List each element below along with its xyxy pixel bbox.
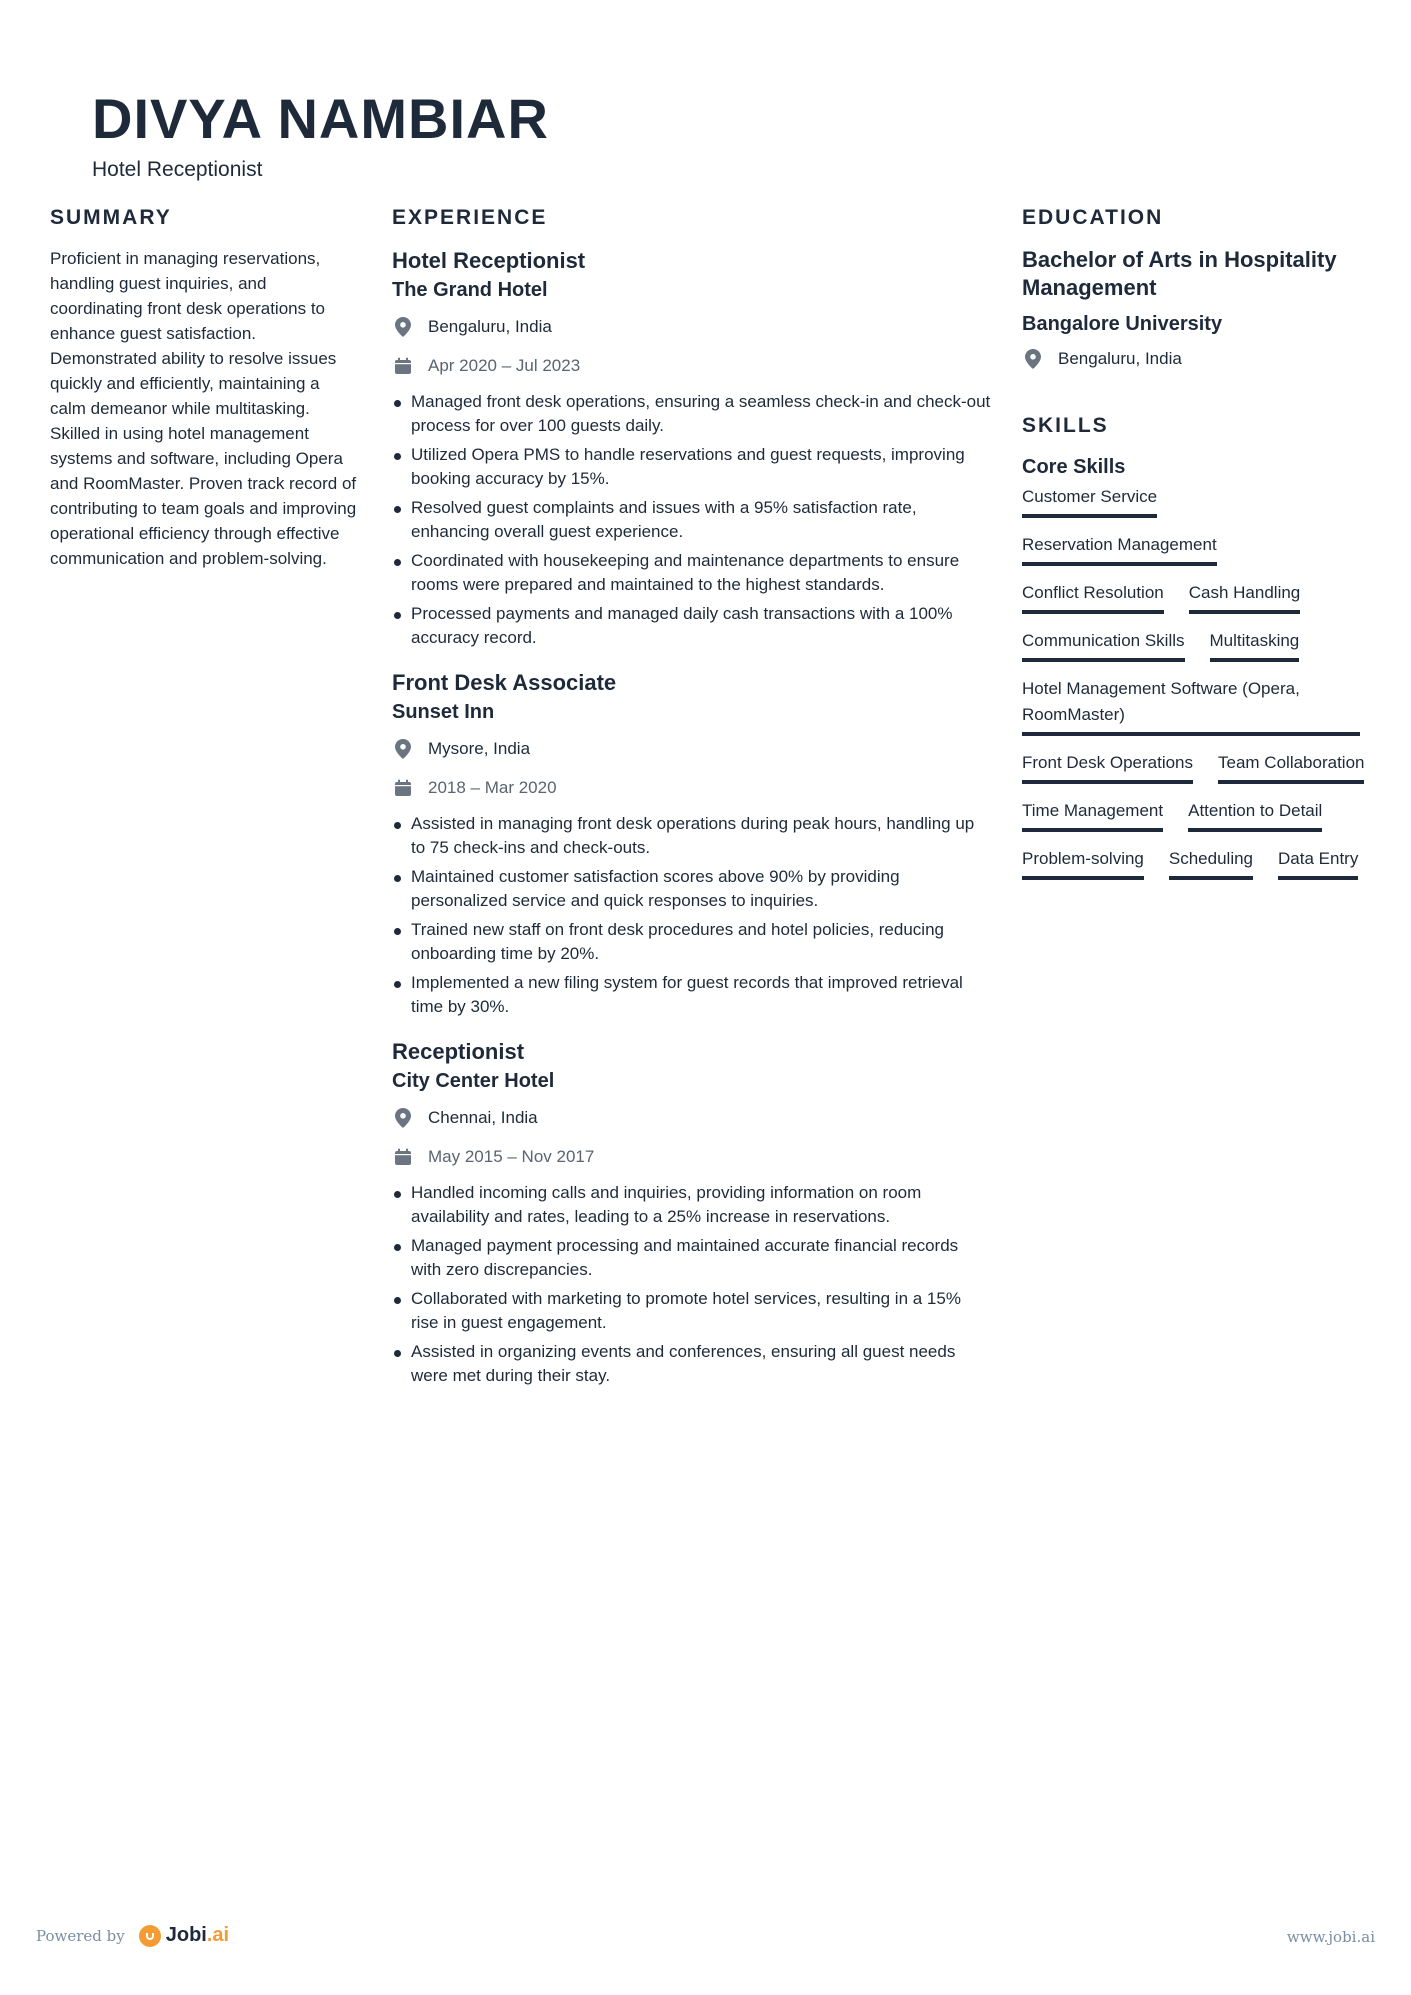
calendar-icon [392,777,414,799]
map-pin-icon [392,738,414,760]
job-location-row [392,1103,992,1133]
job-company: Sunset Inn [392,701,495,723]
skill-tag: Cash Handling [1189,580,1301,614]
job-list [392,246,992,1388]
skill-tag: Data Entry [1278,846,1358,880]
job-bullet: Handled incoming calls and inquiries, providing information on room availability and rates, leading to a 25% increase in reservations. [392,1181,992,1229]
map-pin-icon [392,1107,414,1129]
skill-tag: Team Collaboration [1218,750,1364,784]
calendar-icon [392,1146,414,1168]
candidate-headline: Hotel Receptionist [92,158,263,181]
job-location: Mysore, India [428,739,531,758]
powered-by-label: Powered by [36,1926,125,1945]
skill-tag: Hotel Management Software (Opera, RoomMaster) [1022,676,1360,736]
education-degree: Bachelor of Arts in Hospitality Management [1022,247,1337,300]
job-dates-row [392,1142,992,1172]
calendar-icon [392,355,414,377]
education-heading: EDUCATION [1022,206,1164,229]
job-dates: 2018 – Mar 2020 [428,778,557,797]
job-company: The Grand Hotel [392,279,548,301]
job-title: Hotel Receptionist [392,248,586,273]
job-bullet: Processed payments and managed daily cash transactions with a 100% accuracy record. [392,602,992,650]
job-entry [392,1037,992,1388]
job-bullet: Utilized Opera PMS to handle reservations and guest requests, improving booking accuracy by 15%. [392,443,992,491]
skill-tag: Multitasking [1210,628,1300,662]
map-pin-icon [1022,348,1044,370]
job-dates-row [392,773,992,803]
skill-tag: Customer Service [1022,484,1157,518]
skill-tag: Attention to Detail [1188,798,1322,832]
map-pin-icon [392,316,414,338]
summary-section [50,204,360,571]
sidebar-section [1022,204,1367,880]
experience-heading: EXPERIENCE [392,206,548,229]
skill-tag: Conflict Resolution [1022,580,1164,614]
job-dates-row [392,351,992,381]
education-school: Bangalore University [1022,313,1223,335]
skill-tag: Problem-solving [1022,846,1144,880]
skill-tag: Front Desk Operations [1022,750,1193,784]
job-title: Front Desk Associate [392,670,617,695]
job-bullet: Managed payment processing and maintained accurate financial records with zero discrepancies. [392,1234,992,1282]
job-bullet: Resolved guest complaints and issues with a 95% satisfaction rate, enhancing overall guest experience. [392,496,992,544]
jobi-brand-suffix: .ai [206,1924,230,1946]
job-bullet: Maintained customer satisfaction scores above 90% by providing personalized service and quick responses to inquiries. [392,865,992,913]
job-bullet: Coordinated with housekeeping and maintenance departments to ensure rooms were prepared and maintained to the highest standards. [392,549,992,597]
job-location: Chennai, India [428,1108,538,1127]
footer-branding [36,1924,229,1947]
job-dates: Apr 2020 – Jul 2023 [428,356,581,375]
education-location: Bengaluru, India [1058,349,1182,368]
candidate-name: DIVYA NAMBIAR [92,87,549,150]
job-location: Bengaluru, India [428,317,552,336]
job-bullet: Managed front desk operations, ensuring a seamless check-in and check-out process for over 100 guests daily. [392,390,992,438]
jobi-brand-text: Jobi [165,1924,207,1946]
job-bullet-list [392,812,992,1019]
skills-list [1022,484,1367,880]
skill-tag: Time Management [1022,798,1163,832]
job-dates: May 2015 – Nov 2017 [428,1147,595,1166]
experience-section [392,204,992,1406]
job-company: City Center Hotel [392,1070,555,1092]
skills-subheading: Core Skills [1022,456,1126,478]
skills-heading: SKILLS [1022,414,1109,437]
job-entry [392,668,992,1019]
job-bullet: Collaborated with marketing to promote hotel services, resulting in a 15% rise in guest engagement. [392,1287,992,1335]
skill-tag: Scheduling [1169,846,1253,880]
job-title: Receptionist [392,1039,525,1064]
skill-tag: Reservation Management [1022,532,1217,566]
job-bullet-list [392,390,992,650]
job-entry [392,246,992,650]
job-bullet: Assisted in organizing events and conferences, ensuring all guest needs were met during their stay. [392,1340,992,1388]
job-bullet: Assisted in managing front desk operations during peak hours, handling up to 75 check-ins and check-outs. [392,812,992,860]
summary-heading: SUMMARY [50,206,172,229]
job-bullet: Implemented a new filing system for guest records that improved retrieval time by 30%. [392,971,992,1019]
job-location-row [392,734,992,764]
jobi-logo-icon [139,1925,161,1947]
education-location-row [1022,344,1367,374]
job-bullet-list [392,1181,992,1388]
job-bullet: Trained new staff on front desk procedures and hotel policies, reducing onboarding time by 20%. [392,918,992,966]
jobi-logo[interactable] [139,1924,229,1947]
job-location-row [392,312,992,342]
footer-website-link[interactable]: www.jobi.ai [1286,1928,1375,1946]
skill-tag: Communication Skills [1022,628,1185,662]
summary-text: Proficient in managing reservations, handling guest inquiries, and coordinating front desk operations to enhance guest satisfaction. Demonstrated ability to resolve issues quickly and efficiently, maintaining a calm demeanor while multitasking. Skilled in using hotel management systems and software, including Opera and RoomMaster. Proven track record of contributing to team goals and improving operational efficiency through effective communication and problem-solving. [50,249,357,568]
